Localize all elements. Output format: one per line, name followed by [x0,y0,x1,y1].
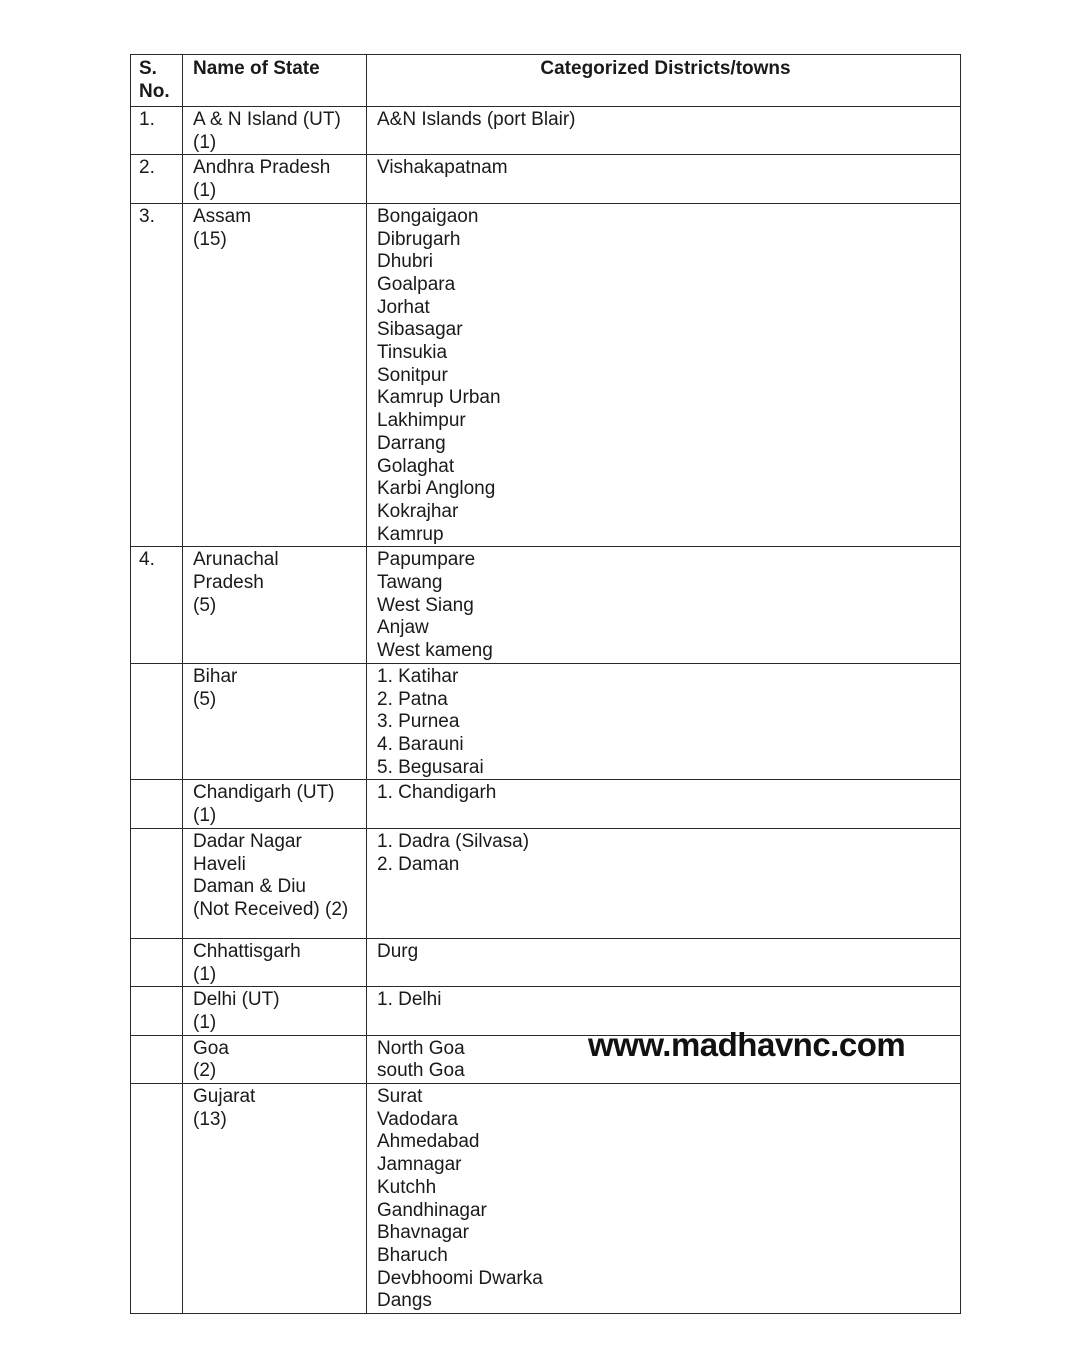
row-sno [131,780,183,828]
district-item: Papumpare [377,549,476,571]
row-state [183,107,367,155]
district-item: West Siang [377,594,474,616]
row-sno: 3. [131,203,183,547]
state-line: (1) [193,180,217,202]
state-line: Assam [193,205,252,227]
district-item: Surat [377,1086,423,1108]
state-line: Delhi (UT) [193,989,280,1011]
state-line: Goa [193,1037,229,1059]
district-item: Dangs [377,1290,432,1312]
state-line: (2) [193,1060,217,1082]
state-line: Andhra Pradesh [193,157,331,179]
state-line: Chandigarh (UT) [193,782,335,804]
row-state [183,828,367,938]
district-item: Ahmedabad [377,1131,480,1153]
districts-table [130,54,961,1314]
row-state [183,987,367,1035]
district-item: Bongaigaon [377,205,479,227]
row-districts [367,828,961,938]
header-districts: Categorized Districts/towns [367,55,961,107]
district-item: 1. Chandigarh [377,782,497,804]
district-item: 1. Katihar [377,665,459,687]
table-row [131,203,961,547]
district-item: Goalpara [377,273,456,295]
district-item: Kokrajhar [377,500,459,522]
row-districts [367,203,961,547]
district-item: Kamrup Urban [377,387,501,409]
state-line: Daman & Diu [193,876,306,898]
state-line: Dadar Nagar [193,830,302,852]
state-line: Bihar [193,665,238,687]
table-row [131,938,961,986]
district-item: Sibasagar [377,319,463,341]
district-item: Sonitpur [377,364,448,386]
district-item: 4. Barauni [377,733,464,755]
table-row [131,547,961,664]
state-line: A & N Island (UT) [193,109,341,130]
districts-document [130,54,960,1314]
row-state [183,203,367,547]
row-sno: 1. [131,107,183,155]
district-item: Vadodara [377,1108,458,1130]
row-districts [367,780,961,828]
row-state [183,547,367,664]
district-item: Karbi Anglong [377,478,496,500]
header-state: Name of State [183,55,367,107]
state-line: Haveli [193,853,246,875]
district-item: Anjaw [377,617,429,639]
district-item: Durg [377,940,419,962]
district-item: Vishakapatnam [377,157,508,179]
table-body [131,107,961,1314]
row-state [183,663,367,780]
district-item: Kutchh [377,1176,437,1198]
row-districts [367,547,961,664]
district-item: Jorhat [377,296,430,318]
state-line: (1) [193,131,217,153]
row-state [183,155,367,203]
header-sno: S. No. [131,55,183,107]
table-row [131,1084,961,1314]
row-districts [367,155,961,203]
row-sno [131,1084,183,1314]
state-line: (1) [193,963,217,985]
district-item: A&N Islands (port Blair) [377,109,576,130]
state-line: (5) [193,688,217,710]
state-line: Arunachal [193,549,279,571]
state-line: (1) [193,805,217,827]
row-sno [131,828,183,938]
district-item: Bhavnagar [377,1222,469,1244]
district-item: Devbhoomi Dwarka [377,1267,543,1289]
district-item: 2. Patna [377,688,448,710]
district-item: Jamnagar [377,1154,462,1176]
district-item: Bharuch [377,1244,448,1266]
state-line: (5) [193,594,217,616]
district-item: 5. Begusarai [377,756,484,778]
district-item: Darrang [377,432,446,454]
row-districts [367,1084,961,1314]
row-sno: 2. [131,155,183,203]
row-sno [131,663,183,780]
row-state [183,938,367,986]
state-line: Chhattisgarh [193,940,301,962]
district-item: 3. Purnea [377,711,460,733]
row-sno [131,938,183,986]
district-item: West kameng [377,640,493,662]
row-state [183,1084,367,1314]
district-item: Dhubri [377,251,433,273]
table-row [131,828,961,938]
table-row [131,780,961,828]
row-sno: 4. [131,547,183,664]
district-item: Dibrugarh [377,228,461,250]
state-line: Gujarat [193,1086,256,1108]
state-line: (15) [193,228,227,250]
table-row [131,107,961,155]
table-row [131,155,961,203]
district-item: 1. Dadra (Silvasa) [377,830,530,852]
district-item: Lakhimpur [377,410,466,432]
state-line: Pradesh [193,572,264,594]
district-item: Gandhinagar [377,1199,487,1221]
table-header-row [131,55,961,107]
watermark-text: www.madhavnc.com [588,1026,906,1063]
district-item: 2. Daman [377,853,460,875]
row-sno [131,987,183,1035]
table-row [131,663,961,780]
row-state [183,780,367,828]
district-item: 1. Delhi [377,989,442,1011]
row-state [183,1035,367,1083]
district-item: Tinsukia [377,342,448,364]
district-item: south Goa [377,1060,465,1082]
row-districts [367,663,961,780]
district-item: Kamrup [377,523,444,545]
state-line: (13) [193,1108,227,1130]
state-line: (Not Received) (2) [193,898,349,920]
row-districts [367,938,961,986]
row-sno [131,1035,183,1083]
state-line: (1) [193,1011,217,1033]
row-districts [367,107,961,155]
district-item: Golaghat [377,455,455,477]
district-item: Tawang [377,572,443,594]
district-item: North Goa [377,1037,465,1059]
